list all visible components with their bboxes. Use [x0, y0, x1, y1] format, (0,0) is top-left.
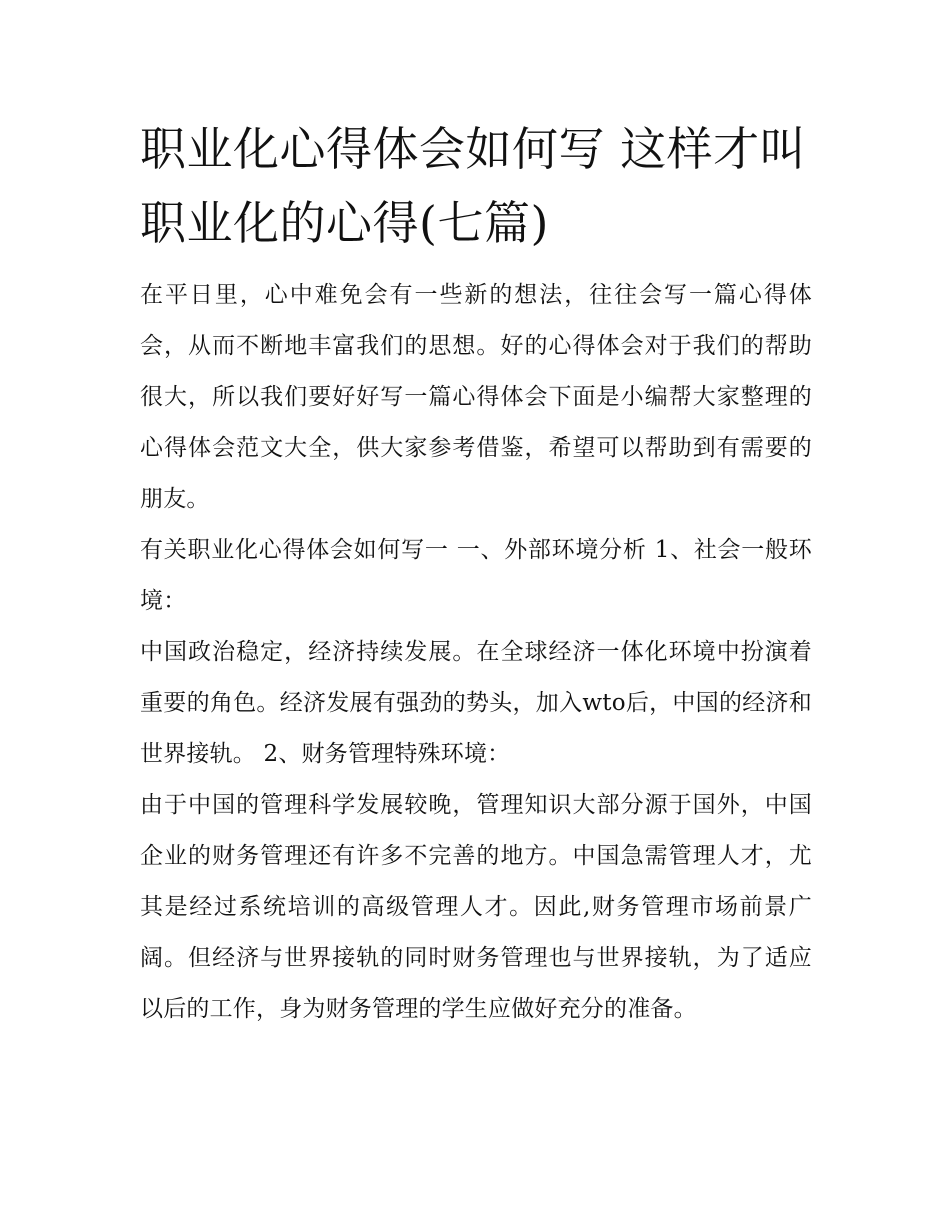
paragraph-economy: 中国政治稳定，经济持续发展。在全球经济一体化环境中扮演着重要的角色。经济发展有强劲的势头，加入wto后，中国的经济和世界接轨。 2、财务管理特殊环境： — [140, 639, 812, 767]
document-body — [140, 270, 812, 1035]
document-title: 职业化心得体会如何写 这样才叫职业化的心得(七篇) — [140, 122, 807, 250]
paragraph-heading-one: 有关职业化心得体会如何写一 一、外部环境分析 1、社会一般环境： — [140, 537, 812, 614]
paragraph-intro: 在平日里，心中难免会有一些新的想法，往往会写一篇心得体会，从而不断地丰富我们的思想。好的心得体会对于我们的帮助很大，所以我们要好好写一篇心得体会下面是小编帮大家整理的心得体会范文大全，供大家参考借鉴，希望可以帮助到有需要的朋友。 — [140, 282, 812, 512]
paragraph-finance-management: 由于中国的管理科学发展较晚，管理知识大部分源于国外，中国企业的财务管理还有许多不完善的地方。中国急需管理人才，尤其是经过系统培训的高级管理人才。因此,财务管理市场前景广阔。但经济与世界接轨的同时财务管理也与世界接轨，为了适应以后的工作，身为财务管理的学生应做好充分的准备。 — [140, 792, 812, 1022]
document-content — [140, 112, 812, 1035]
